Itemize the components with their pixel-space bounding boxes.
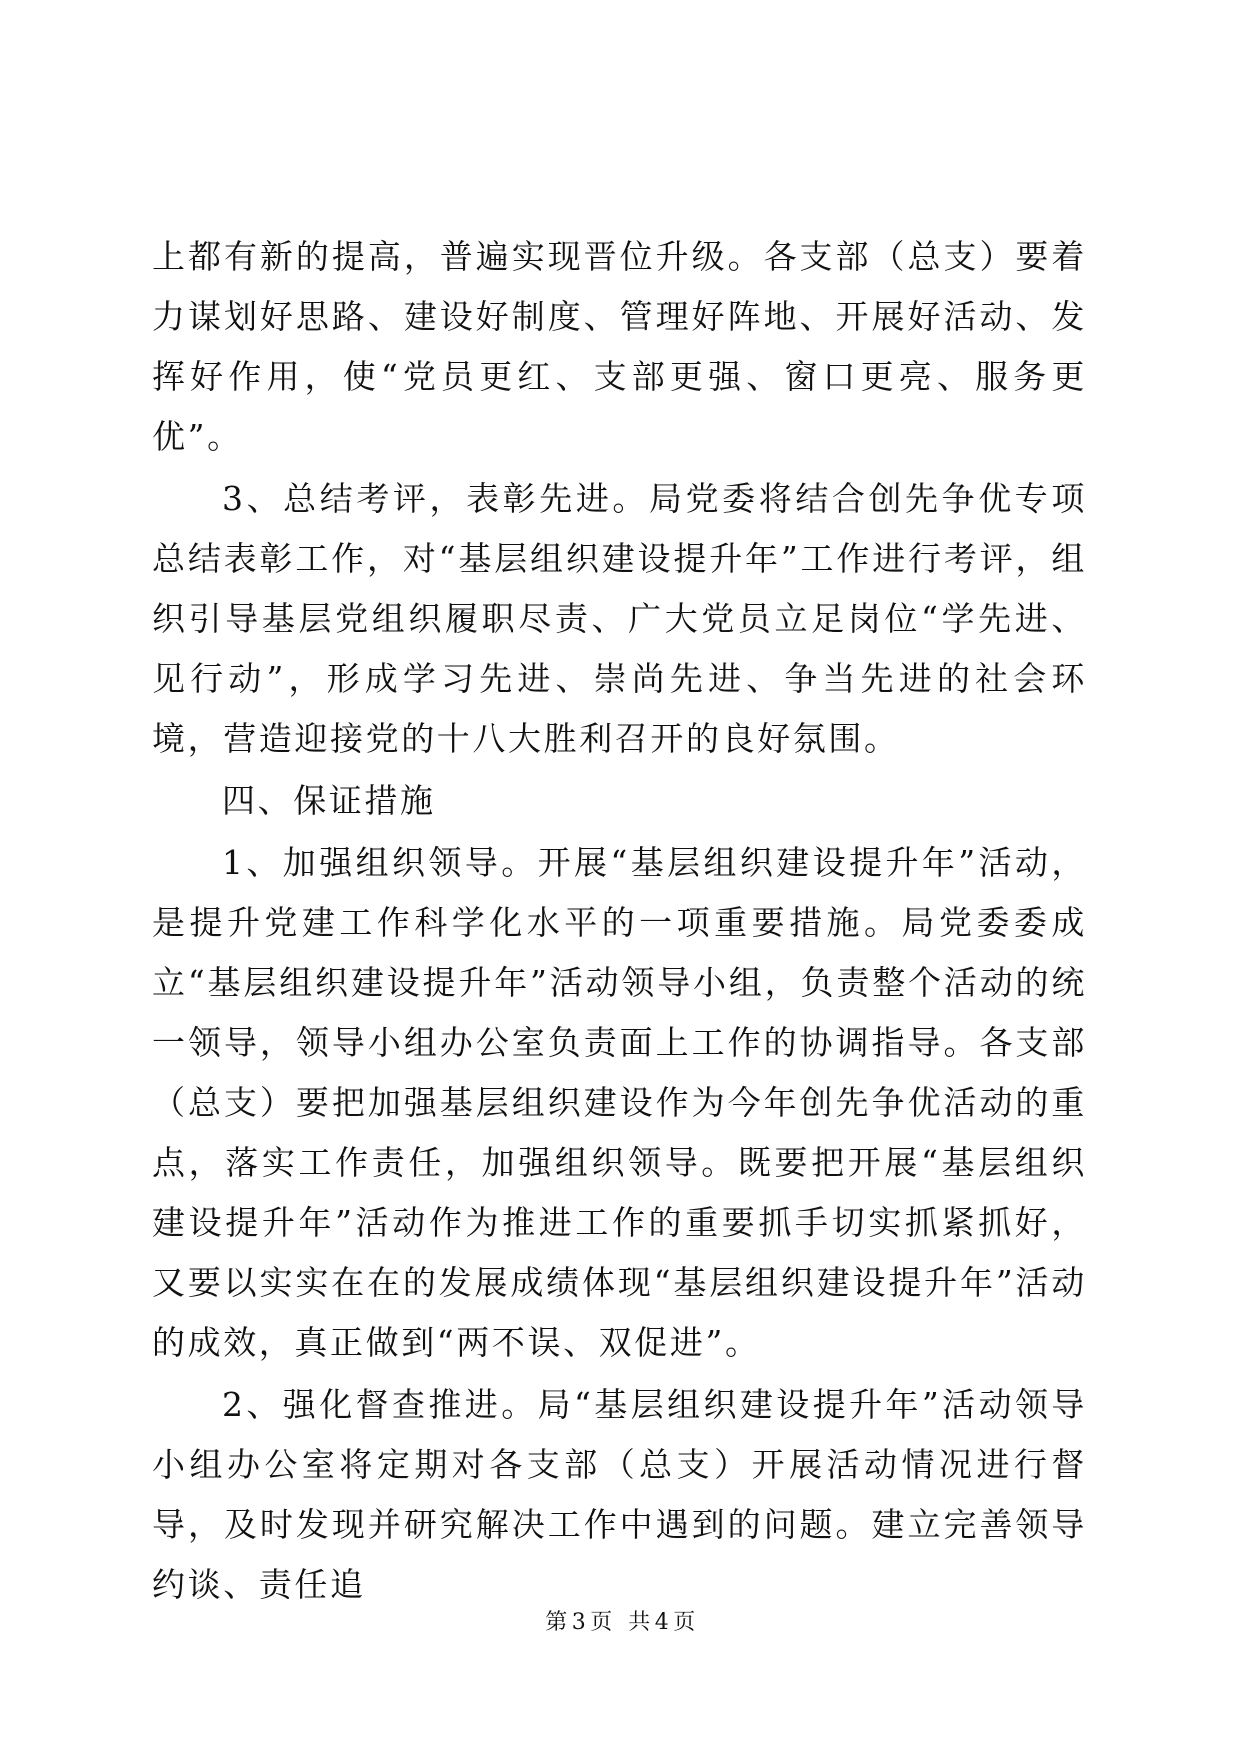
total-indicator xyxy=(626,1610,698,1635)
section-heading: 四、保证措施 xyxy=(222,781,436,820)
paragraph-3: 1、加强组织领导。开展“基层组织建设提升年”活动，是提升党建工作科学化水平的一项重要措施。局党委委成立“基层组织建设提升年”活动领导小组，负责整个活动的统一领导，领导小组办公室负责面上工作的协调指导。各支部（总支）要把加强基层组织建设作为今年创先争优活动的重点，落实工作责任，加强组织领导。既要把开展“基层组织建设提升年”活动作为推进工作的重要抓手切实抓紧抓好，又要以实实在在的发展成绩体现“基层组织建设提升年”活动的成效，真正做到“两不误、双促进”。 xyxy=(152,843,1087,1362)
paragraph-4: 2、强化督查推进。局“基层组织建设提升年”活动领导小组办公室将定期对各支部（总支）开展活动情况进行督导，及时发现并研究解决工作中遇到的问题。建立完善领导约谈、责任追 xyxy=(152,1385,1087,1604)
total-prefix: 共 xyxy=(628,1610,651,1635)
document-body xyxy=(152,227,1087,1615)
page-prefix: 第 xyxy=(545,1610,568,1635)
page-suffix: 页 xyxy=(590,1610,613,1635)
total-pages: 4 xyxy=(654,1610,670,1635)
paragraph-2: 3、总结考评，表彰先进。局党委将结合创先争优专项总结表彰工作，对“基层组织建设提升年”工作进行考评，组织引导基层党组织履职尽责、广大党员立足岗位“学先进、见行动”，形成学习先进、崇尚先进、争当先进的社会环境，营造迎接党的十八大胜利召开的良好氛围。 xyxy=(152,479,1087,758)
page-footer xyxy=(0,1608,1241,1638)
page-number: 3 xyxy=(571,1610,587,1635)
page-indicator xyxy=(543,1610,615,1635)
total-suffix: 页 xyxy=(673,1610,696,1635)
paragraph-1: 上都有新的提高，普遍实现晋位升级。各支部（总支）要着力谋划好思路、建设好制度、管理好阵地、开展好活动、发挥好作用，使“党员更红、支部更强、窗口更亮、服务更优”。 xyxy=(152,237,1087,456)
